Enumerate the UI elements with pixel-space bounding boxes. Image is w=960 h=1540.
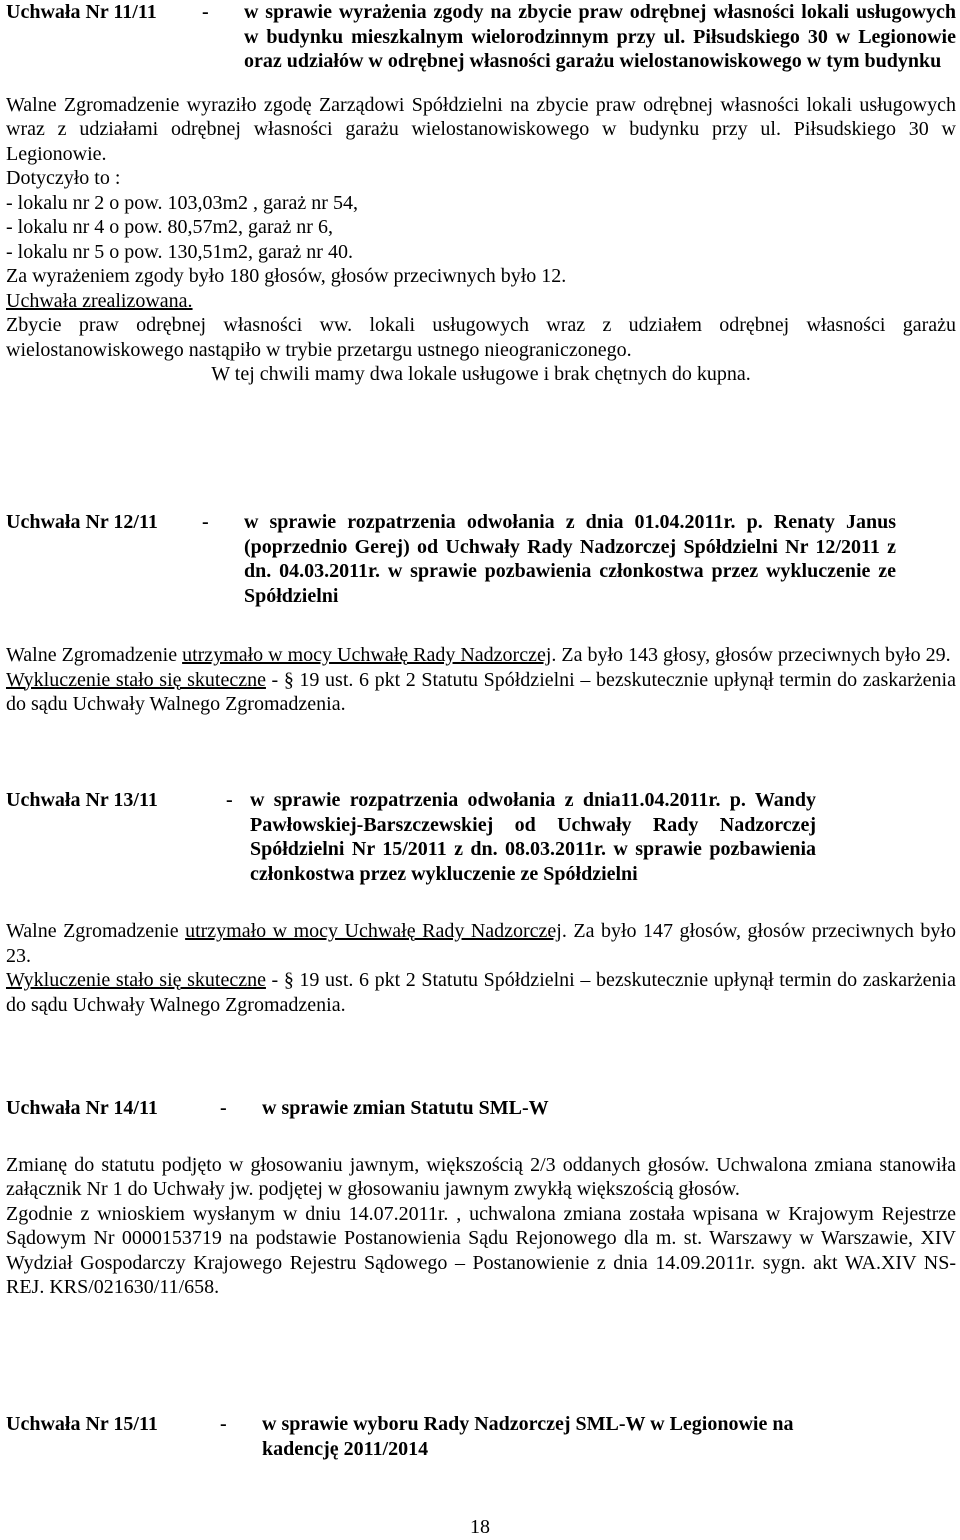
resolution-15-subject: w sprawie wyboru Rady Nadzorczej SML-W w Legionowie na kadencję 2011/2014	[262, 1413, 794, 1460]
resolution-11	[6, 0, 956, 387]
resolution-15-header	[6, 1412, 956, 1461]
resolution-14-dash: -	[220, 1097, 227, 1119]
resolution-13-body-post: . Za było 147 głosów, głosów przeciwnych było 23.	[6, 920, 956, 967]
resolution-11-realized: Uchwała zrealizowana.	[6, 289, 193, 312]
resolution-11-dash: -	[202, 1, 209, 23]
resolution-12-body-underlined: utrzymało w mocy Uchwałę Rady Nadzorczej	[182, 644, 552, 666]
resolution-14-subject: w sprawie zmian Statutu SML-W	[262, 1097, 549, 1119]
resolution-13-dash: -	[226, 789, 233, 811]
resolution-11-item-2: - lokalu nr 4 o pow. 80,57m2, garaż nr 6,	[6, 216, 333, 238]
resolution-11-header	[6, 0, 956, 74]
page-number: 18	[470, 1516, 490, 1538]
resolution-13	[6, 788, 956, 1017]
resolution-13-subject: w sprawie rozpatrzenia odwołania z dnia11.04.2011r. p. Wandy Pawłowskiej-Barszczewskiej od Uchwały Rady Nadzorczej Spółdzielni Nr 15/2011 z dn. 08.03.2011r. w sprawie pozbawienia członkostwa przez wykluczenie ze Spółdzielni	[250, 789, 816, 885]
resolution-14-paragraph-2: Zgodnie z wnioskiem wysłanym w dniu 14.07.2011r. , uchwalona zmiana została wpisana w Krajowym Rejestrze Sądowym Nr 0000153719 na podstawie Postanowienia Sądu Rejonowego dla m. st. Warszawy w Warszawie, XIV Wydział Gospodarczy Krajowego Rejestru Sądowego – Postanowienie z dnia 14.09.2011r. sygn. akt WA.XIV NS-REJ. KRS/021630/11/658.	[6, 1202, 956, 1298]
resolution-13-body-pre: Walne Zgromadzenie	[6, 920, 186, 942]
resolution-13-exclusion	[6, 968, 956, 1017]
resolution-13-header	[6, 788, 956, 886]
resolution-14	[6, 1096, 956, 1300]
resolution-14-header	[6, 1096, 956, 1121]
resolution-12-body-pre: Walne Zgromadzenie	[6, 644, 183, 666]
resolution-12	[6, 510, 956, 717]
resolution-15	[6, 1412, 956, 1461]
resolution-13-exclusion-underlined: Wykluczenie stało się skuteczne	[6, 969, 266, 991]
resolution-14-paragraph-1: Zmianę do statutu podjęto w głosowaniu jawnym, większością 2/3 oddanych głosów. Uchwalona zmiana stanowiła załącznik Nr 1 do Uchwały jw. podjętej w głosowaniu jawnym zwykłą większością głosów.	[6, 1153, 956, 1200]
resolution-12-exclusion-underlined: Wykluczenie stało się skuteczne	[6, 668, 266, 691]
resolution-12-exclusion-post: - § 19 ust. 6 pkt 2 Statutu Spółdzielni – bezskutecznie upłynął termin do zaskarżenia do sądu Uchwały Walnego Zgromadzenia.	[6, 668, 956, 715]
resolution-15-number: Uchwała Nr 15/11	[6, 1413, 158, 1435]
resolution-14-number: Uchwała Nr 14/11	[6, 1097, 158, 1119]
resolution-11-note: W tej chwili mamy dwa lokale usługowe i brak chętnych do kupna.	[211, 363, 751, 385]
resolution-11-item-3: - lokalu nr 5 o pow. 130,51m2, garaż nr 40.	[6, 240, 353, 263]
resolution-11-concerned: Dotyczyło to :	[6, 167, 121, 189]
resolution-12-body-post: . Za było 143 głosy, głosów przeciwnych było 29.	[551, 644, 951, 666]
resolution-11-item-1: - lokalu nr 2 o pow. 103,03m2 , garaż nr 54,	[6, 191, 358, 214]
resolution-13-body-underlined: utrzymało w mocy Uchwałę Rady Nadzorczej	[185, 920, 562, 942]
resolution-12-exclusion	[6, 668, 956, 717]
resolution-12-subject: w sprawie rozpatrzenia odwołania z dnia 01.04.2011r. p. Renaty Janus (poprzednio Gerej) od Uchwały Rady Nadzorczej Spółdzielni Nr 12/2011 z dn. 04.03.2011r. w sprawie pozbawienia członkostwa przez wykluczenie ze Spółdzielni	[244, 511, 896, 607]
resolution-13-exclusion-post: - § 19 ust. 6 pkt 2 Statutu Spółdzielni – bezskutecznie upłynął termin do zaskarżenia do sądu Uchwały Walnego Zgromadzenia.	[6, 969, 956, 1016]
resolution-12-number: Uchwała Nr 12/11	[6, 511, 158, 533]
resolution-11-sale: Zbycie praw odrębnej własności ww. lokali usługowych wraz z udziałem odrębnej własności garażu wielostanowiskowego nastąpiło w trybie przetargu ustnego nieograniczonego.	[6, 314, 956, 361]
resolution-11-body: Walne Zgromadzenie wyraziło zgodę Zarządowi Spółdzielni na zbycie praw odrębnej własności lokali usługowych wraz z udziałami odrębnej własności garażu wielostanowiskowego w budynku przy ul. Piłsudskiego 30 w Legionowie.	[6, 93, 956, 165]
resolution-11-subject: w sprawie wyrażenia zgody na zbycie praw odrębnej własności lokali usługowych w budynku mieszkalnym wielorodzinnym przy ul. Piłsudskiego 30 w Legionowie oraz udziałów w odrębnej własności garażu wielostanowiskowego w tym budynku	[244, 1, 956, 72]
resolution-12-header	[6, 510, 956, 608]
resolution-13-number: Uchwała Nr 13/11	[6, 789, 158, 811]
resolution-11-number: Uchwała Nr 11/11	[6, 1, 157, 23]
resolution-12-dash: -	[202, 511, 209, 533]
resolution-12-body	[6, 643, 956, 668]
resolution-13-body	[6, 919, 956, 968]
resolution-15-dash: -	[220, 1413, 227, 1435]
resolution-11-votes: Za wyrażeniem zgody było 180 głosów, głosów przeciwnych było 12.	[6, 265, 567, 287]
